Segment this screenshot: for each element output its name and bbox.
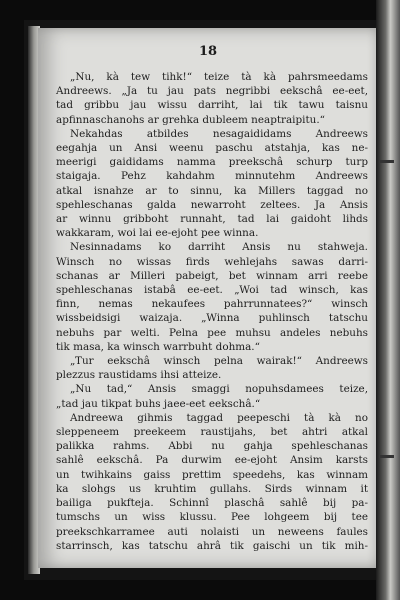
- text-line: plezzus raustidams ihsi atteize.: [56, 369, 222, 382]
- text-line: Andreewa gihmis taggad peepeschi tà kà no: [70, 411, 368, 424]
- text-line: „Nu tad,“ Ansis smaggi nopuhsdamees teize,: [70, 383, 368, 396]
- text-line: spehleschanas galda newarroht zeltees. Ja Ansis: [56, 198, 368, 211]
- text-line: atkal isnahze ar to sinnu, ka Millers taggad no: [56, 184, 368, 197]
- text-line: tumschs un wiss klussu. Pee lohgeem bij tee: [56, 511, 368, 524]
- text-line: Nekahdas atbildes nesagaididams Andreews: [70, 127, 368, 140]
- text-line: preekschkarramee auti nolaisti un neweens faules: [56, 525, 368, 538]
- text-line: tad gribbu jau wissu darriht, lai tik tawu taisnu: [56, 99, 368, 112]
- text-line: staigaja. Pehz kahdahm minnutehm Andreews: [56, 170, 368, 183]
- text-line: „Nu, kà tew tihk!“ teize tà kà pahrsmeedams: [70, 71, 368, 83]
- text-line: tik masa, ka winsch warrbuht dohma.“: [56, 340, 260, 353]
- book-page: [38, 28, 378, 568]
- text-line: finn, nemas nekaufees pahrrunnatees?“ winsch: [56, 298, 368, 311]
- text-line: „tad jau tikpat buhs jaee-eet eekschâ.“: [56, 397, 261, 410]
- text-line: apfinnaschanohs ar grehka dubleem neaptraipitu.“: [56, 113, 325, 126]
- book-spine-edge: [376, 0, 400, 600]
- text-line: spehleschanas istabâ ee-eet. „Woi tad winsch, kas: [56, 284, 368, 297]
- text-line: eegahja un Ansi weenu paschu atstahja, kas ne-: [56, 142, 368, 155]
- text-line: meerigi gaididams namma preekschâ schurp turp: [56, 156, 368, 169]
- text-line: ka slohgs us kruhtim gullahs. Sirds winnam it: [56, 482, 368, 495]
- text-line: un twihkains gaiss prettim speedehs, kas winnam: [56, 468, 368, 481]
- text-line: Andreews. „Ja tu jau pats negribbi eekschâ ee-eet,: [56, 85, 368, 98]
- text-line: wissbeidsigi waizaja. „Winna puhlinsch tatschu: [56, 312, 368, 325]
- text-line: schanas ar Milleri pabeigt, bet winnam arri reebe: [56, 269, 368, 282]
- page-number: 18: [198, 44, 218, 59]
- text-line: starrinsch, kas tatschu ahrâ tik gaischi un tik mih-: [56, 539, 368, 552]
- page-text: [56, 70, 368, 553]
- text-line: ar winnu gribboht runnaht, tad lai gaidoht lihds: [56, 213, 368, 226]
- text-line: nebuhs par welti. Pelna pee muhsu andeles nebuhs: [56, 326, 368, 339]
- text-line: sleppeneem preekeem raustijahs, bet ahtri atkal: [56, 426, 368, 439]
- text-line: palikka rahms. Abbi nu gahja spehleschanas: [56, 440, 368, 453]
- text-line: sahlê eekschâ. Pa durwim ee-ejoht Ansim karsts: [56, 454, 368, 467]
- text-line: Winsch no wissas firds wehlejahs sawas darri-: [56, 255, 368, 268]
- text-line: Nesinnadams ko darriht Ansis nu stahweja.: [70, 241, 368, 254]
- edge-mark: [380, 455, 394, 458]
- text-line: „Tur eekschâ winsch pelna wairak!“ Andreews: [70, 355, 368, 368]
- text-line: bailiga pukfteja. Schinnî plaschâ sahlê bij pa-: [56, 497, 368, 510]
- edge-mark: [380, 160, 394, 163]
- text-line: wakkaram, woi lai ee-ejoht pee winna.: [56, 227, 259, 240]
